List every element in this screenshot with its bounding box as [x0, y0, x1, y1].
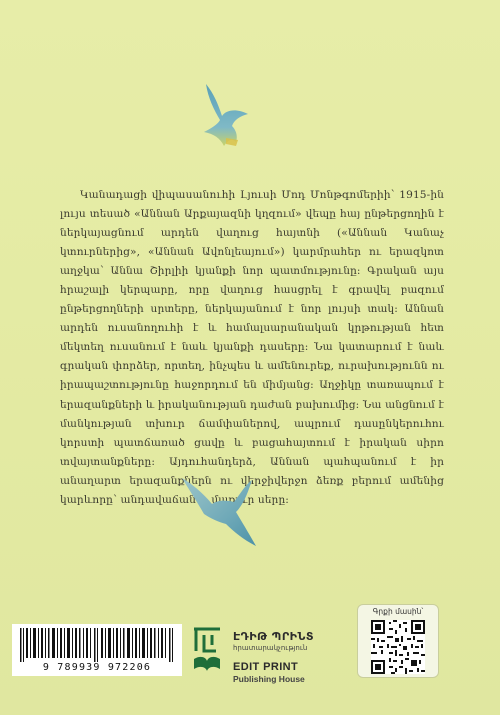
qr-code-icon[interactable] — [371, 620, 425, 674]
isbn-number: 9 789939 972206 — [42, 662, 152, 673]
publisher-subtitle-armenian: հրատարակչություն — [233, 644, 308, 652]
qr-label: Գրքի մասին՝ — [372, 607, 424, 616]
publisher-name-armenian: ԷԴԻԹ ՊՐԻՆՏ — [233, 630, 314, 643]
publisher-block — [233, 630, 353, 684]
publisher-logo-book-icon — [190, 625, 224, 673]
book-description: Կանադացի վիպասանուհի Լյուսի Մոդ Մոնթգոմերիի՝ 1915-ին լույս տեսած «Աննան Արքայազնի կղզում» վեպը հայ ընթերցողին է ներկայացնում արդեն վաղուց հայտնի («Աննան Կանաչ կտուրներից», «Աննան Ավոնլեայում») կարմրահեր ու երազկոտ աղջկա՝ Աննա Շիրլիի կյանքի նոր պատմությունը: Գրական այս հրաշալի կերպարը, որը վաղուց հասցրել է գրավել բազում ընթերցողների սրտերը, ներկայանում է նոր լույսի տակ: Աննան արդեն ուսանողուհի է և համալսարանական կրթության հետ մեկտեղ ուսանում է նաև կյանքի դասերը: Նա կատարում է նաև գրական փորձեր, որտեղ, ինչպես և ամենուրեք, ուրախությունն ու իրապաշտությունը հաջորդում են միմյանց: Աղջիկը տառապում է երազանքների և իրականության դաժան բախումից: Նա անցնում է մանկության տխուր ճամփաներով, ապրում դասընկերուհու կորստի պատճառած ցավը և բացահայտում է իրական սիրո տվայտանքները: Այդուհանդերձ, Աննան պահպանում է իր անաղարտ երազանքներն ու վերջիվերջո ձեռք բերում ամենից կարևորը՝ անդավաճան և մաքուր սերը: — [60, 189, 444, 506]
publisher-subtitle-english: Publishing House — [233, 674, 305, 684]
seagull-top-icon — [196, 80, 256, 160]
qr-panel — [357, 604, 439, 678]
publisher-name-english: EDIT PRINT — [233, 661, 299, 673]
isbn-barcode — [12, 624, 182, 676]
seagull-bottom-icon — [178, 470, 262, 554]
barcode-bars-icon — [18, 628, 176, 662]
